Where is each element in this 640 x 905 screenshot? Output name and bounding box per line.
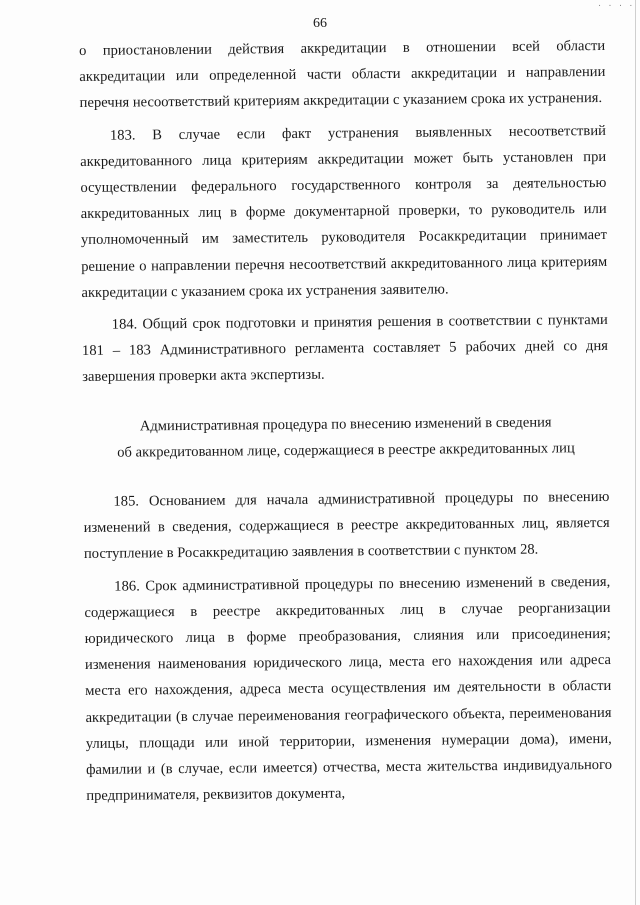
paragraph-183: 183. В случае если факт устранения выявленных несоответствий аккредитованного лица критериям аккредитации может быть установлен при осуществлении федерального государственного контроля за деятельностью аккредитованных лиц в форме документарной проверки, то руководитель или уполномоченный им заместитель руководителя Росаккредитации принимает решение о направлении перечня несоответствий аккредитованного лица критериям аккредитации с указанием срока их устранения заявителю. [80,122,608,301]
page-number: 66 [313,16,327,31]
page-edge-line [635,0,636,905]
paragraph-184: 184. Общий срок подготовки и принятия решения в соответствии с пунктами 181 – 183 Административного регламента составляет 5 рабочих дней со дня завершения проверки акта экспертизы. [81,311,609,386]
paragraph-186: 186. Срок административной процедуры по внесению изменений в сведения, содержащиеся в реестре аккредитованных лиц в случае реорганизации юридического лица в форме преобразования, слияния или присоединения; изменения наименования юридического лица, места его нахождения или адреса места его нахождения, адреса места осуществления им деятельности в области аккредитации (в случае переименования географического объекта, переименования улицы, площади или иной территории, изменения нумерации дома), имени, фамилии и (в случае, если имеется) отчества, места жительства индивидуального предпринимателя, реквизитов документа, [84,573,613,805]
section-heading-line-2: об аккредитованном лице, содержащиеся в реестре аккредитованных лиц [117,440,575,461]
page-edge-mark: · · · · [597,2,634,10]
paragraph-185: 185. Основанием для начала административной процедуры по внесению изменений в сведения, содержащиеся в реестре аккредитованных лиц, является поступление в Росаккредитацию заявления в соответствии с пунктом 28. [83,488,610,563]
paragraph-continuation: о приостановлении действия аккредитации в отношении всей области аккредитации или определенной части области аккредитации и направлении перечня несоответствий критериям аккредитации с указанием срока их устранения. [79,37,606,112]
document-body [79,33,612,809]
section-heading-line-1: Административная процедура по внесению изменений в сведения [139,414,552,435]
